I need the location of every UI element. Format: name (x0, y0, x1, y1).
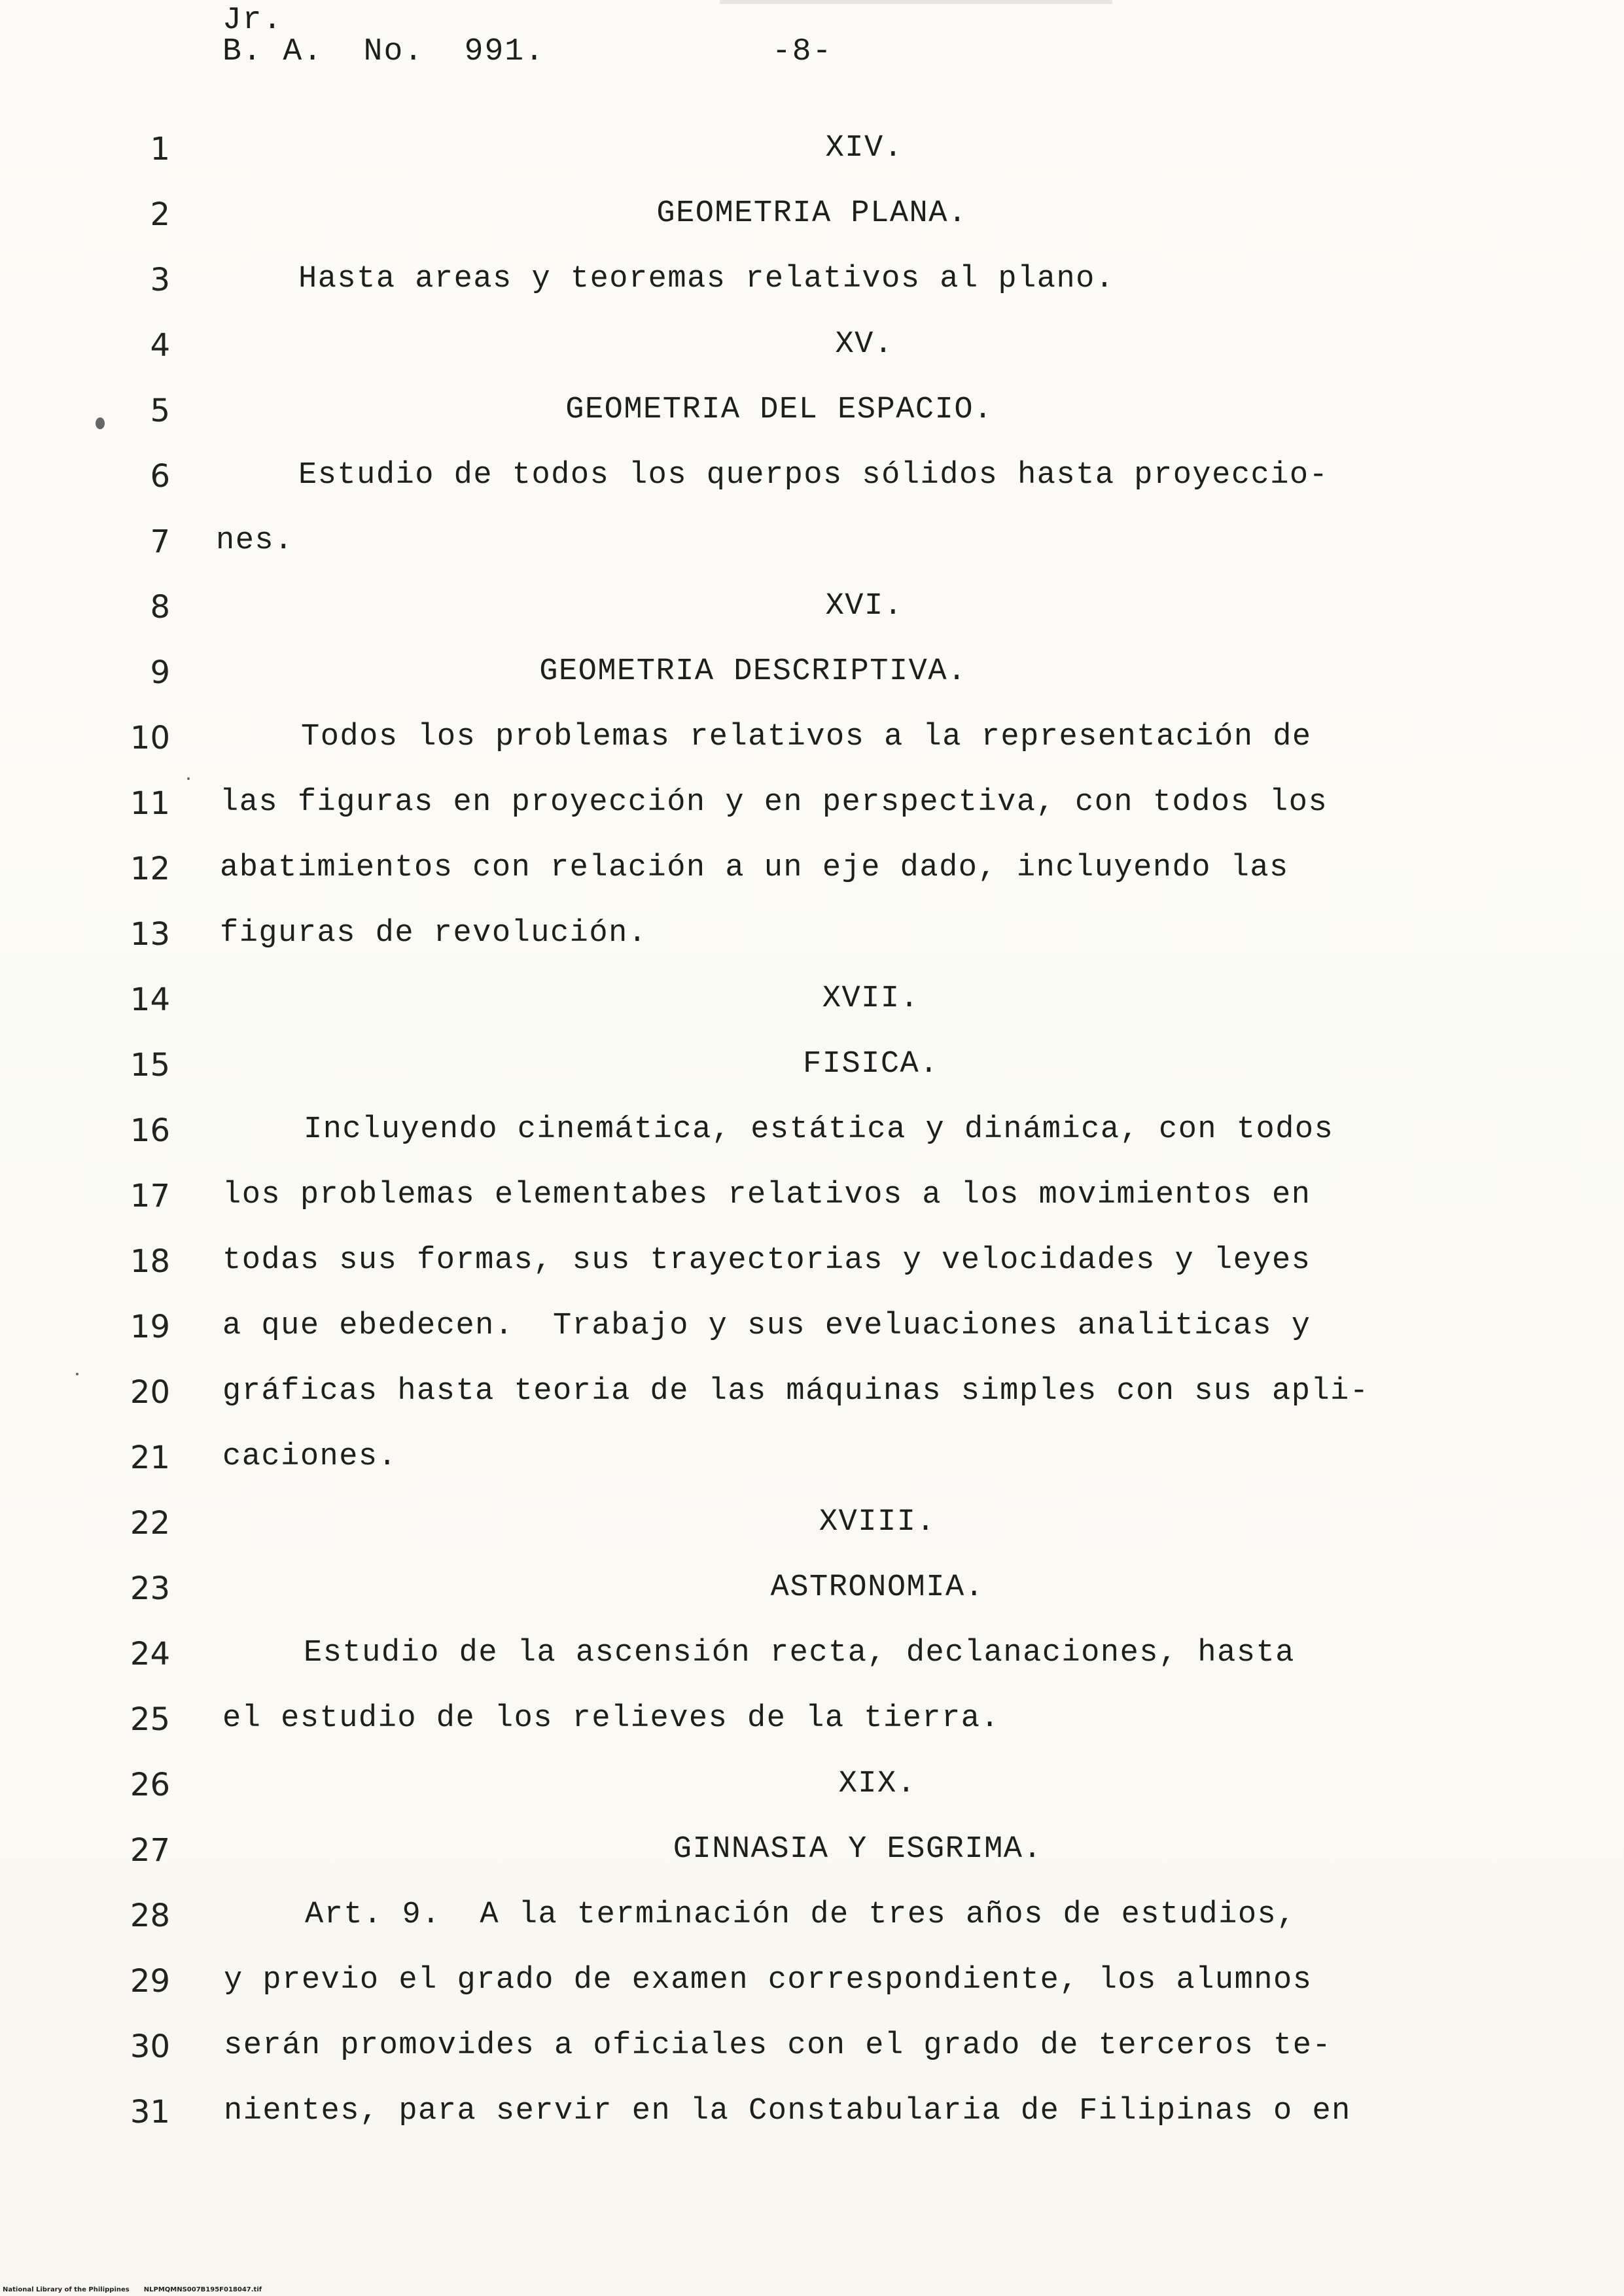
text-line (0, 785, 1624, 851)
line-number: 14 (130, 981, 170, 1018)
line-number: 17 (130, 1178, 170, 1214)
file-id: NLPMQMNS007B195F018047.tif (143, 2286, 262, 2293)
line-number: 7 (150, 523, 170, 560)
line-number: 2 (150, 196, 170, 233)
body-text: Hasta areas y teoremas relativos al plano. (298, 262, 1115, 296)
body-text: Estudio de todos los querpos sólidos hasta proyeccio- (298, 458, 1329, 493)
text-line (0, 1570, 1624, 1636)
text-line (0, 1439, 1624, 1505)
section-heading: GEOMETRIA DESCRIPTIVA. (539, 654, 967, 689)
text-line (0, 458, 1624, 523)
line-number: 11 (130, 785, 170, 822)
section-heading: XVI. (825, 589, 904, 624)
line-number: 5 (150, 393, 170, 429)
line-number: 15 (130, 1047, 170, 1084)
text-line (0, 1047, 1624, 1112)
body-text: Art. 9. A la terminación de tres años de estudios, (305, 1898, 1296, 1932)
text-line (0, 1505, 1624, 1570)
body-text: serán promovides a oficiales con el grado de terceros te- (224, 2028, 1332, 2063)
body-text: Todos los problemas relativos a la representación de (301, 720, 1312, 754)
line-number: 8 (150, 589, 170, 626)
text-line (0, 393, 1624, 458)
body-text: figuras de revolución. (220, 916, 648, 951)
line-number: 28 (130, 1898, 170, 1934)
line-number: 9 (150, 654, 170, 691)
line-number: 19 (130, 1309, 170, 1345)
section-heading: XV. (835, 327, 894, 362)
section-heading: GEOMETRIA PLANA. (656, 196, 968, 231)
text-line (0, 1178, 1624, 1243)
line-number: 31 (130, 2094, 170, 2130)
body-text: caciones. (222, 1439, 398, 1474)
text-line (0, 1832, 1624, 1898)
text-line (0, 589, 1624, 654)
line-number: 22 (130, 1505, 170, 1542)
text-line (0, 981, 1624, 1047)
page-number: -8- (772, 34, 833, 69)
line-number: 4 (150, 327, 170, 364)
line-number: 25 (130, 1701, 170, 1738)
section-heading: ASTRONOMIA. (770, 1570, 985, 1605)
text-line (0, 196, 1624, 262)
line-number: 12 (130, 851, 170, 887)
text-line (0, 2028, 1624, 2094)
line-number: 1 (150, 131, 170, 168)
text-line (0, 1963, 1624, 2028)
text-line (0, 1701, 1624, 1767)
line-number: 10 (130, 720, 170, 756)
header-suffix: Jr. (222, 3, 283, 38)
text-line (0, 523, 1624, 589)
line-number: 3 (150, 262, 170, 298)
text-line (0, 1898, 1624, 1963)
body-text: nes. (216, 523, 294, 558)
line-number: 29 (130, 1963, 170, 2000)
ink-speck (187, 777, 190, 780)
text-line (0, 262, 1624, 327)
ink-speck (76, 1373, 79, 1375)
body-text: abatimientos con relación a un eje dado, incluyendo las (220, 851, 1289, 885)
body-text: gráficas hasta teoria de las máquinas simples con sus apli- (222, 1374, 1369, 1409)
ink-speck (96, 417, 105, 429)
line-number: 30 (130, 2028, 170, 2065)
body-text: las figuras en proyección y en perspectiva, con todos los (220, 785, 1328, 820)
line-number: 13 (130, 916, 170, 953)
body-text: a que ebedecen. Trabajo y sus eveluaciones analiticas y (222, 1309, 1311, 1343)
line-number: 23 (130, 1570, 170, 1607)
body-text: todas sus formas, sus trayectorias y velocidades y leyes (222, 1243, 1311, 1278)
body-text: Incluyendo cinemática, estática y dinámica, con todos (304, 1112, 1334, 1147)
body-text: y previo el grado de examen correspondiente, los alumnos (224, 1963, 1313, 1998)
text-line (0, 1767, 1624, 1832)
section-heading: FISICA. (803, 1047, 939, 1082)
text-line (0, 1309, 1624, 1374)
section-heading: GINNASIA Y ESGRIMA. (673, 1832, 1043, 1867)
section-heading: XVIII. (819, 1505, 936, 1540)
body-text: Estudio de la ascensión recta, declanaciones, hasta (304, 1636, 1295, 1670)
line-number: 16 (130, 1112, 170, 1149)
section-heading: XIX. (838, 1767, 917, 1801)
text-line (0, 1112, 1624, 1178)
body-text: nientes, para servir en la Constabularia de Filipinas o en (224, 2094, 1351, 2128)
text-line (0, 1374, 1624, 1439)
line-number: 21 (130, 1439, 170, 1476)
line-number: 27 (130, 1832, 170, 1869)
text-line (0, 131, 1624, 196)
text-line (0, 327, 1624, 393)
text-line (0, 916, 1624, 981)
section-heading: GEOMETRIA DEL ESPACIO. (565, 393, 993, 427)
text-line (0, 1243, 1624, 1309)
text-line (0, 2094, 1624, 2159)
line-number: 18 (130, 1243, 170, 1280)
section-heading: XVII. (822, 981, 920, 1016)
bill-number: B. A. No. 991. (222, 34, 545, 69)
paper-edge-shadow (720, 0, 1112, 4)
library-credit: National Library of the Philippines (3, 2286, 130, 2293)
text-line (0, 654, 1624, 720)
section-heading: XIV. (825, 131, 904, 166)
text-line (0, 720, 1624, 785)
line-number: 24 (130, 1636, 170, 1672)
line-number: 20 (130, 1374, 170, 1411)
body-text: el estudio de los relieves de la tierra. (222, 1701, 1000, 1736)
text-line (0, 851, 1624, 916)
line-number: 6 (150, 458, 170, 495)
line-number: 26 (130, 1767, 170, 1803)
scan-footer (3, 2286, 276, 2293)
body-text: los problemas elementabes relativos a los movimientos en (222, 1178, 1311, 1212)
text-line (0, 1636, 1624, 1701)
